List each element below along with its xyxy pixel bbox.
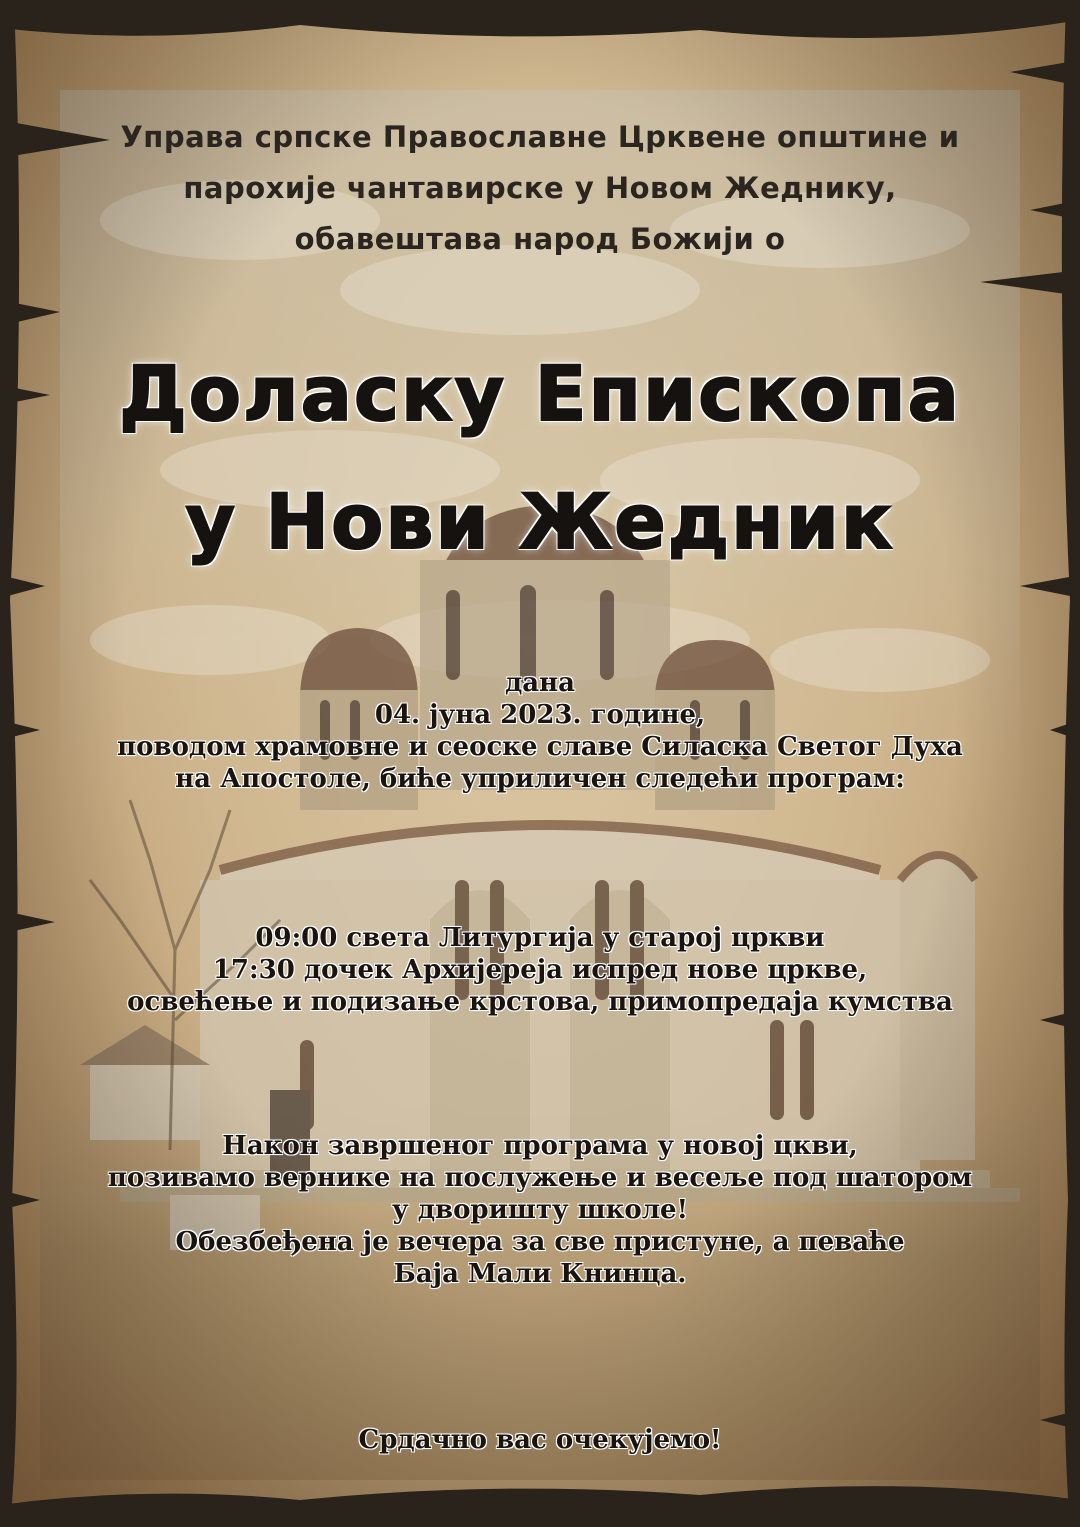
- closing-block: [0, 1424, 1080, 1456]
- header-line-2: парохије чантавирске у Новом Жеднику,: [183, 171, 897, 205]
- header-line-3: обавештава народ Божији о: [294, 222, 786, 256]
- after-program-block: [0, 1130, 1080, 1290]
- intro-dana: дана: [504, 668, 576, 698]
- header-block: [0, 112, 1080, 265]
- intro-line-3: поводом храмовне и сеоске славе Силаска Светог Духа: [117, 732, 963, 762]
- title-line-1: Доласку Епископа: [119, 349, 961, 438]
- intro-block: [0, 667, 1080, 795]
- header-line-1: Управа српске Православне Црквене општине и: [120, 120, 960, 154]
- program-item: 17:30 дочек Архијереја испред нове цркве,: [212, 955, 868, 985]
- intro-line-4: на Апостоле, биће уприличен следећи програм:: [175, 764, 905, 794]
- program-item: освећење и подизање крстова, примопредаја кумства: [127, 987, 953, 1017]
- intro-date: 04. јуна 2023. године,: [374, 700, 706, 730]
- after-line: у дворишту школе!: [392, 1195, 688, 1225]
- after-line: Обезбеђена је вечера за све пристуне, а певаће: [175, 1227, 905, 1257]
- after-line: позивамо вернике на послужење и весеље под шатором: [107, 1163, 973, 1193]
- after-line: Након завршеног програма у новој цкви,: [222, 1131, 858, 1161]
- after-line: Баја Мали Книнца.: [393, 1259, 687, 1289]
- title-block: [0, 330, 1080, 586]
- closing-text: Срдачно вас очекујемо!: [358, 1425, 722, 1455]
- title-line-2: у Нови Жедник: [185, 477, 895, 566]
- program-block: [0, 922, 1080, 1018]
- program-item: 09:00 света Литургија у старој цркви: [255, 923, 825, 953]
